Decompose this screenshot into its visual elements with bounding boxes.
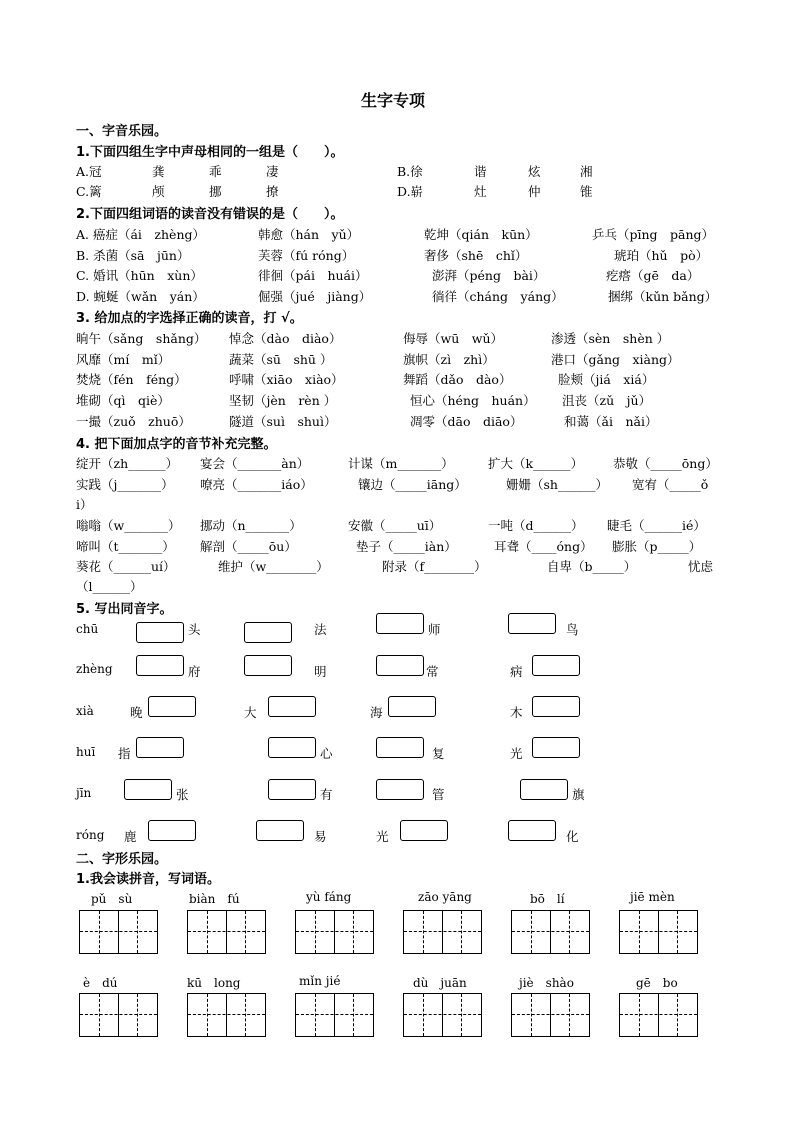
q4-item[interactable]: 忧虑: [688, 559, 714, 574]
q2-item: 澎湃（péng bài）: [432, 268, 546, 283]
q5-char: 师: [428, 622, 441, 637]
q2-item: B. 杀菌（sā jūn）: [76, 248, 190, 263]
q2-prompt: 2.下面四组词语的读音没有错误的是（ ）。: [76, 207, 344, 222]
q1-b-char: 炫: [528, 164, 541, 179]
q5-char: 明: [314, 664, 327, 679]
q2-item: 韩愈（hán yǔ）: [258, 227, 360, 242]
q4-item[interactable]: 解剖（_____ōu）: [200, 539, 297, 554]
q5-char: 管: [432, 787, 445, 802]
q4-item: i）: [76, 497, 93, 512]
q5-char: 法: [314, 622, 327, 637]
q5-char: 病: [510, 664, 523, 679]
answer-box[interactable]: [268, 779, 316, 800]
q2-item: 乒乓（pīng pāng）: [592, 227, 715, 242]
q3-item: 港口（gǎng xiàng）: [551, 352, 680, 367]
q5-pinyin: xià: [76, 704, 94, 718]
answer-box[interactable]: [520, 779, 568, 800]
q5-char: 海: [370, 705, 383, 720]
writing-grid[interactable]: [295, 910, 374, 954]
q3-prompt: 3. 给加点的字选择正确的读音，打 √。: [76, 311, 303, 326]
q1-c-label: C.篱: [76, 184, 102, 199]
q3-item: 渗透（sèn shèn ）: [551, 331, 670, 346]
q5-char: 指: [118, 746, 131, 761]
answer-box[interactable]: [508, 820, 556, 841]
q4-item[interactable]: 自卑（b_____）: [547, 559, 637, 574]
q4-item[interactable]: 姗姗（sh______）: [506, 477, 608, 492]
word-pinyin: yù fáng: [306, 890, 352, 904]
answer-box[interactable]: [268, 696, 316, 717]
writing-grid[interactable]: [511, 993, 590, 1037]
q4-item[interactable]: 耳聋（____óng）: [494, 539, 593, 554]
q1-b-char: 谐: [474, 164, 487, 179]
q4-item[interactable]: 扩大（k______）: [488, 456, 584, 471]
q5-pinyin: chū: [76, 622, 99, 636]
q5-char: 心: [320, 746, 333, 761]
word-pinyin: pǔ sù: [91, 892, 133, 906]
q2-item: 徘徊（pái huái）: [258, 268, 368, 283]
q3-item: 蔬菜（sū shū ）: [229, 352, 333, 367]
answer-box[interactable]: [136, 655, 184, 676]
q5-char: 头: [188, 622, 201, 637]
answer-box[interactable]: [244, 622, 292, 643]
q5-prompt: 5. 写出同音字。: [76, 602, 173, 617]
q3-item: 呼啸（xiāo xiào）: [229, 372, 344, 387]
q4-item[interactable]: 嘹亮（_______iáo）: [200, 477, 313, 492]
q2-item: A. 癌症（ái zhèng）: [76, 227, 206, 242]
q5-pinyin: huī: [76, 745, 96, 759]
answer-box[interactable]: [256, 820, 304, 841]
q3-item: 侮辱（wū wǔ）: [403, 331, 504, 346]
q3-item: 焚烧（fén féng）: [76, 372, 187, 387]
word-pinyin: dù juān: [413, 976, 467, 990]
q5-pinyin: róng: [76, 828, 105, 842]
writing-grid[interactable]: [403, 910, 482, 954]
writing-grid[interactable]: [187, 993, 266, 1037]
q4-item[interactable]: 宽宥（_____ǒ: [632, 477, 709, 492]
q1-c-char: 撩: [266, 184, 279, 199]
q5-char: 有: [320, 787, 333, 802]
q2-item: C. 婚讯（hūn xùn）: [76, 268, 203, 283]
answer-box[interactable]: [148, 820, 196, 841]
q5-char: 鹿: [124, 829, 137, 844]
q3-item: 晌午（sǎng shǎng）: [76, 331, 207, 346]
q5-char: 易: [314, 829, 327, 844]
q3-item: 脸颊（jiá xiá）: [558, 372, 655, 387]
writing-grid[interactable]: [619, 993, 698, 1037]
q5-char: 化: [566, 829, 579, 844]
q2-item: 芙蓉（fú róng）: [258, 248, 355, 263]
answer-box[interactable]: [532, 655, 580, 676]
q5-pinyin: zhèng: [76, 662, 113, 676]
q3-item: 沮丧（zǔ jǔ）: [562, 393, 652, 408]
q4-item[interactable]: 挪动（n_______）: [200, 518, 302, 533]
q4-item[interactable]: 维护（w________）: [218, 559, 329, 574]
answer-box[interactable]: [388, 696, 436, 717]
page-title: 生字专项: [361, 91, 426, 110]
answer-box[interactable]: [148, 696, 196, 717]
s2-q1-prompt: 1.我会读拼音，写词语。: [76, 872, 220, 887]
q2-item: 徜徉（cháng yáng）: [432, 289, 564, 304]
answer-box[interactable]: [136, 622, 184, 643]
q1-b-char: 湘: [580, 164, 593, 179]
q1-d-char: 灶: [474, 184, 487, 199]
answer-box[interactable]: [376, 737, 424, 758]
writing-grid[interactable]: [295, 993, 374, 1037]
q5-char: 复: [432, 746, 445, 761]
writing-grid[interactable]: [187, 910, 266, 954]
section1-heading: 一、字音乐园。: [76, 124, 168, 139]
answer-box[interactable]: [244, 655, 292, 676]
q4-item[interactable]: 嗡嗡（w_______）: [76, 518, 181, 533]
q5-char: 光: [510, 746, 523, 761]
writing-grid[interactable]: [511, 910, 590, 954]
q1-a-label: A.冠: [76, 164, 102, 179]
q3-item: 和蔼（ǎi nǎi）: [564, 414, 658, 429]
q1-a-char: 凄: [266, 164, 279, 179]
word-pinyin: jiè shào: [519, 976, 574, 990]
q2-item: 乾坤（qián kūn）: [424, 227, 538, 242]
q5-char: 光: [376, 829, 389, 844]
answer-box[interactable]: [508, 613, 556, 634]
writing-grid[interactable]: [403, 993, 482, 1037]
q4-item[interactable]: 计谋（m_______）: [348, 456, 454, 471]
answer-box[interactable]: [268, 737, 316, 758]
q5-char: 府: [188, 664, 201, 679]
q1-b-label: B.徐: [397, 164, 423, 179]
q3-item: 凋零（dāo diāo）: [410, 414, 523, 429]
writing-grid[interactable]: [79, 993, 158, 1037]
section2-heading: 二、字形乐园。: [76, 852, 168, 867]
answer-box[interactable]: [376, 779, 424, 800]
q1-a-char: 乖: [209, 164, 222, 179]
q4-item[interactable]: 附录（f________）: [382, 559, 487, 574]
q5-char: 鸟: [566, 622, 579, 637]
q4-item[interactable]: 葵花（______uí）: [76, 559, 176, 574]
q1-a-char: 龚: [152, 164, 165, 179]
q5-pinyin: jīn: [76, 786, 92, 800]
q3-item: 旗帜（zì zhì）: [403, 352, 495, 367]
answer-box[interactable]: [136, 737, 184, 758]
q4-item[interactable]: 实践（j_______）: [76, 477, 174, 492]
q3-item: 恒心（héng huán）: [410, 393, 536, 408]
q5-char: 晚: [130, 705, 143, 720]
answer-box[interactable]: [376, 655, 424, 676]
q3-item: 堆砌（qì qiè）: [76, 393, 170, 408]
writing-grid[interactable]: [619, 910, 698, 954]
q4-item[interactable]: 啼叫（t_______）: [76, 539, 175, 554]
q5-char: 张: [176, 787, 189, 802]
q4-item[interactable]: 垫子（_____iàn）: [356, 539, 457, 554]
q4-item[interactable]: 宴会（_______àn）: [200, 456, 310, 471]
word-pinyin: è dú: [83, 976, 118, 990]
q3-item: 风靡（mí mǐ）: [76, 352, 171, 367]
q2-item: 疙瘩（gē da）: [606, 268, 700, 283]
q1-c-char: 挪: [209, 184, 222, 199]
q2-item: 琥珀（hǔ pò）: [614, 248, 709, 263]
q4-item[interactable]: 绽开（zh______）: [76, 456, 179, 471]
q3-item: 舞蹈（dǎo dào）: [403, 372, 512, 387]
q4-item[interactable]: 一吨（d______）: [488, 518, 584, 533]
word-pinyin: jiē mèn: [630, 890, 675, 904]
q5-char: 旗: [572, 787, 585, 802]
q5-char: 木: [510, 705, 523, 720]
word-pinyin: biàn fú: [189, 892, 240, 906]
q4-item[interactable]: 镶边（_____iāng）: [358, 477, 467, 492]
q2-item: 奢侈（shē chǐ）: [424, 248, 528, 263]
q4-item[interactable]: （l______）: [76, 579, 143, 594]
answer-box[interactable]: [376, 613, 424, 634]
word-pinyin: mǐn jié: [299, 974, 341, 988]
q2-item: D. 蜿蜒（wǎn yán）: [76, 289, 205, 304]
q2-item: 捆绑（kǔn bǎng）: [608, 289, 718, 304]
q4-item[interactable]: 安徽（_____uī）: [348, 518, 442, 533]
q5-char: 大: [244, 705, 257, 720]
answer-box[interactable]: [532, 737, 580, 758]
q4-item[interactable]: 恭敬（_____ōng）: [613, 456, 718, 471]
q3-item: 坚韧（jèn rèn ）: [229, 393, 337, 408]
answer-box[interactable]: [124, 779, 172, 800]
q4-item[interactable]: 睫毛（______ié）: [607, 518, 706, 533]
q1-c-char: 颅: [152, 184, 165, 199]
answer-box[interactable]: [532, 696, 580, 717]
word-pinyin: zāo yāng: [418, 890, 472, 904]
word-pinyin: kū long: [187, 976, 241, 990]
answer-box[interactable]: [400, 820, 448, 841]
q1-d-char: 锥: [580, 184, 593, 199]
q1-prompt: 1.下面四组生字中声母相同的一组是（ ）。: [76, 145, 344, 160]
q3-item: 一撮（zuǒ zhuō）: [76, 414, 191, 429]
q4-item[interactable]: 膨胀（p_____）: [612, 539, 702, 554]
q3-item: 隧道（suì shuì）: [229, 414, 337, 429]
q2-item: 倔强（jué jiàng）: [258, 289, 372, 304]
q5-char: 常: [426, 664, 439, 679]
q1-d-char: 仲: [528, 184, 541, 199]
word-pinyin: gē bo: [636, 976, 678, 990]
word-pinyin: bō lí: [530, 892, 565, 906]
writing-grid[interactable]: [79, 910, 158, 954]
q4-prompt: 4. 把下面加点字的音节补充完整。: [76, 437, 277, 452]
q3-item: 悼念（dào diào）: [229, 331, 342, 346]
q1-d-label: D.崭: [397, 184, 424, 199]
